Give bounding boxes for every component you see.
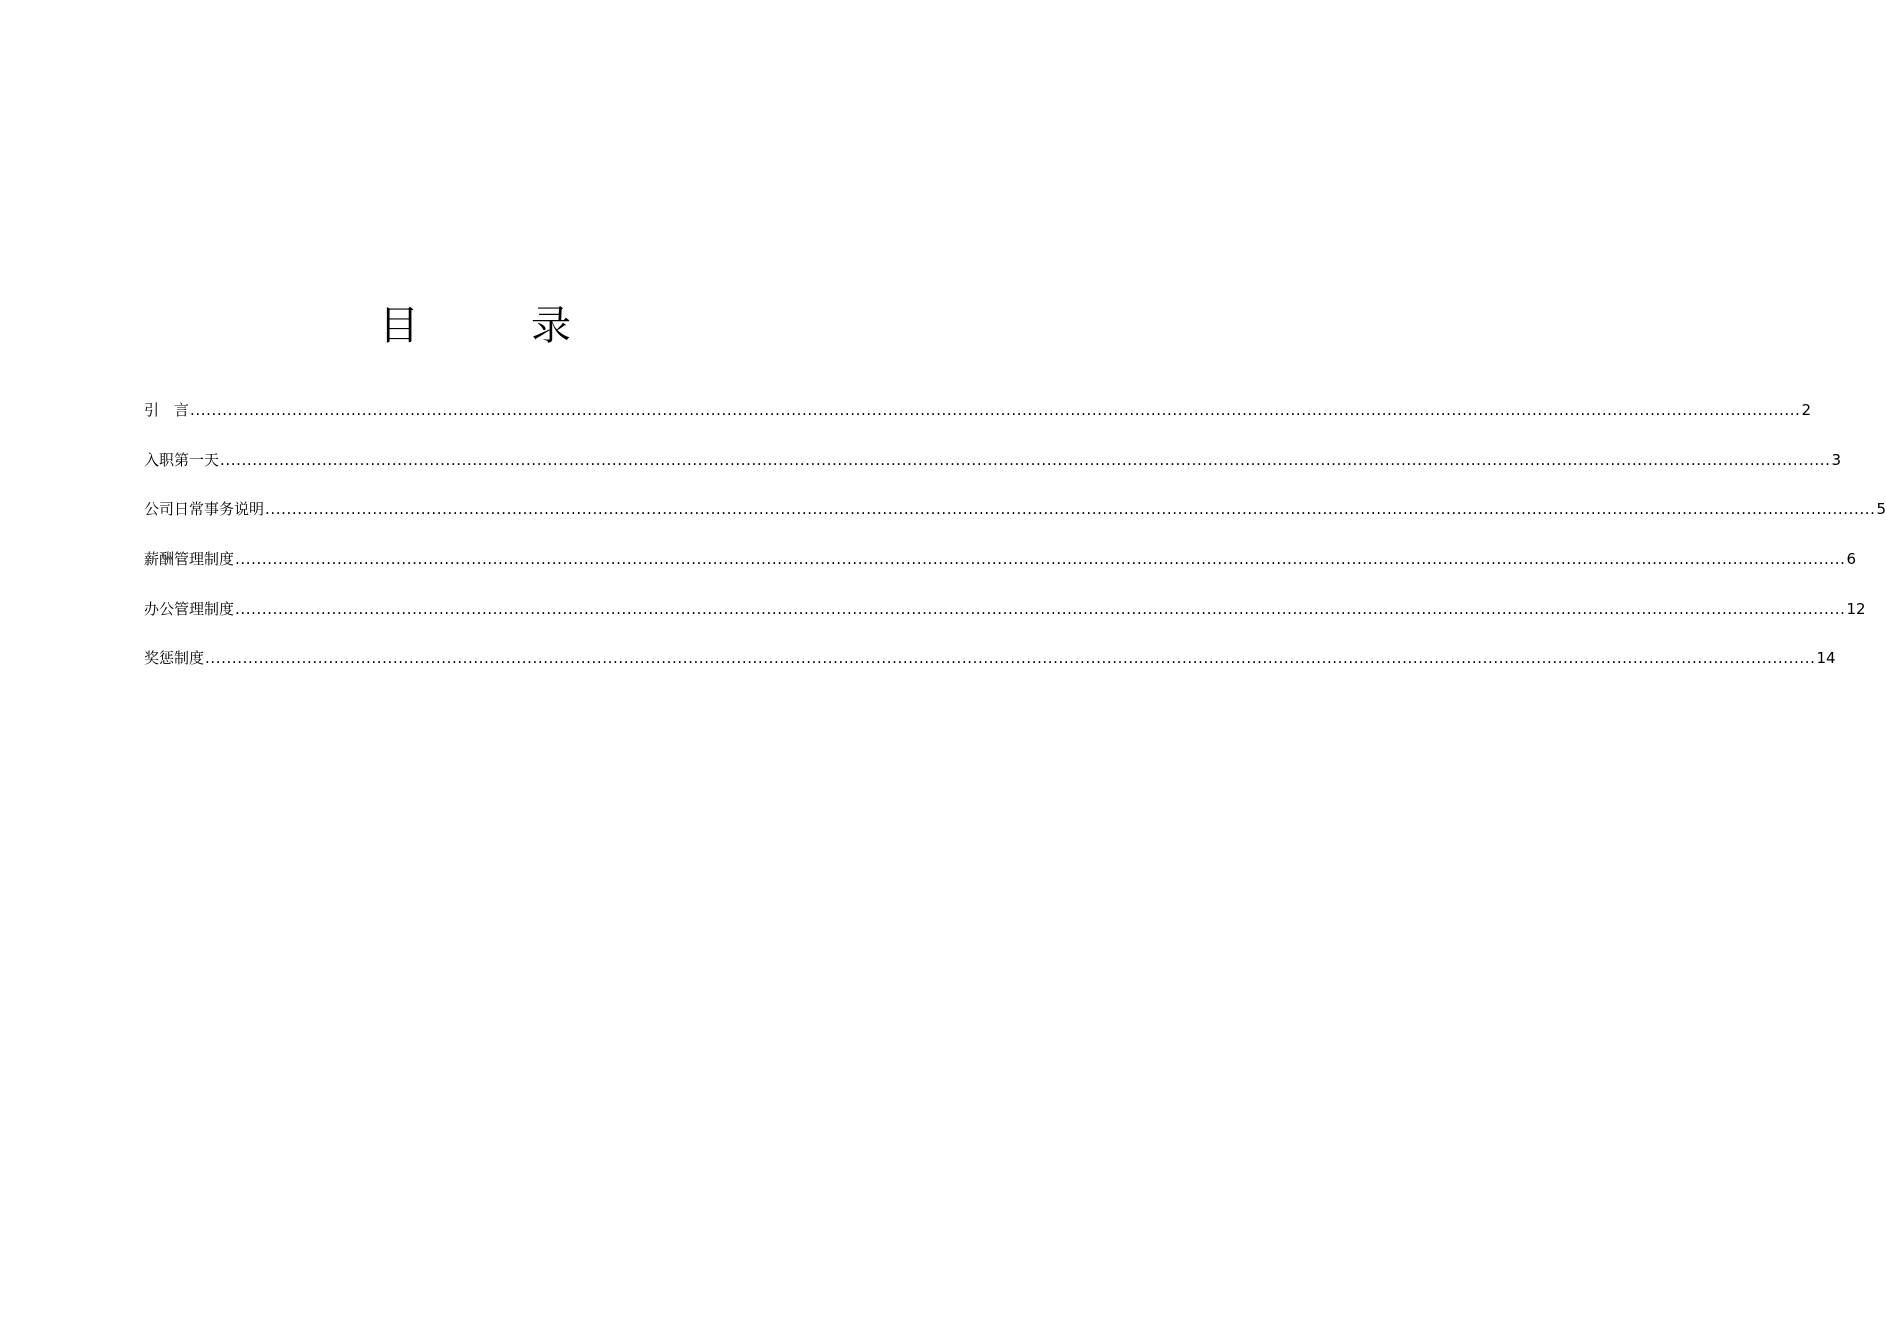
- toc-entry[interactable]: [144, 398, 1811, 448]
- toc-dot-leader: ............................................................................................................................................................................................................................................................................................................: [235, 599, 1846, 618]
- toc-entry-label: 引 言: [144, 401, 190, 419]
- toc-entry[interactable]: [144, 547, 1856, 597]
- toc-entry-label: 公司日常事务说明: [144, 500, 265, 519]
- toc-entry-page-number: 12: [1846, 599, 1866, 618]
- toc-dot-leader: ............................................................................................................................................................................................................................................................................................................: [190, 401, 1801, 419]
- toc-entry-label: 办公管理制度: [144, 599, 235, 618]
- toc-dot-leader: ............................................................................................................................................................................................................................................................................................................: [265, 500, 1876, 519]
- toc-entry-page-number: 2: [1801, 401, 1811, 419]
- toc-entry-label: 薪酬管理制度: [144, 550, 235, 569]
- toc-entry-page-number: 6: [1846, 550, 1856, 569]
- toc-entry-label: 奖惩制度: [144, 649, 205, 668]
- toc-dot-leader: ............................................................................................................................................................................................................................................................................................................: [205, 649, 1816, 668]
- toc-entry[interactable]: [144, 448, 1841, 498]
- toc-title: 目 录: [379, 303, 607, 349]
- toc-list: [144, 398, 1886, 696]
- toc-entry[interactable]: [144, 497, 1886, 547]
- toc-dot-leader: ............................................................................................................................................................................................................................................................................................................: [220, 450, 1831, 469]
- toc-entry-label: 入职第一天: [144, 450, 220, 469]
- toc-entry[interactable]: [144, 646, 1836, 696]
- toc-entry-page-number: 5: [1876, 500, 1886, 519]
- toc-entry-page-number: 14: [1816, 649, 1836, 668]
- toc-entry[interactable]: [144, 597, 1866, 647]
- toc-entry-page-number: 3: [1831, 450, 1841, 469]
- toc-dot-leader: ............................................................................................................................................................................................................................................................................................................: [235, 550, 1846, 569]
